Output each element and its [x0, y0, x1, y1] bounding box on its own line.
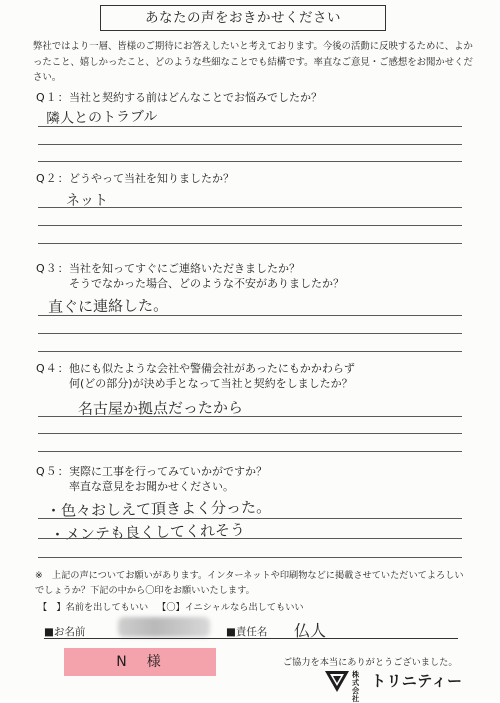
answer-line [38, 518, 462, 519]
question-text: 実際に工事を行ってみていかがですか？ [69, 465, 267, 478]
rep-underline [226, 638, 458, 639]
question-text: 他にも似たような会社や警備会社があったにもかかわらず [69, 362, 355, 375]
question-number: Q５： [36, 465, 70, 478]
option-initials[interactable]: 【〇】イニシャルなら出してもいい [157, 602, 304, 613]
thanks-text: ご協力を本当にありがとうございました。 [283, 657, 458, 668]
redacted-name [118, 617, 210, 637]
question-5 [36, 464, 267, 494]
answer-line [38, 416, 462, 417]
question-4 [36, 361, 355, 391]
question-3 [36, 261, 344, 291]
question-2 [36, 171, 234, 186]
customer-name-badge: N 様 [64, 648, 216, 676]
answer-line [38, 351, 462, 352]
question-text: 当社と契約する前はどんなことでお悩みでしたか？ [69, 91, 322, 104]
question-number: Q２： [36, 172, 70, 185]
trinity-logo-icon [324, 668, 350, 694]
answer-line [38, 315, 462, 316]
answer-line [38, 557, 462, 558]
question-text: 当社を知ってすぐにご連絡いただきましたか？ [69, 262, 300, 275]
name-underline [44, 638, 230, 639]
answer-line [38, 243, 462, 244]
name-label: ■お名前 [44, 626, 86, 638]
question-text-line-2: 何(どの部分)が決め手となって当社と契約をしましたか？ [69, 377, 353, 390]
answer-line [38, 433, 462, 434]
handwritten-answer-line-2: ・メンテも良くしてくれそう [49, 520, 246, 544]
handwritten-answer-line-1: ・色々おしえて頂きよく分った。 [45, 498, 272, 520]
answer-line [38, 161, 462, 162]
publication-options [38, 599, 310, 613]
company-type: 株式 会社 [352, 670, 360, 703]
handwritten-answer: 名古屋か拠点だったから [77, 398, 244, 418]
rep-signature: 仏人 [294, 621, 327, 640]
option-full-name[interactable]: 【 】名前を出してもいい [38, 602, 149, 613]
question-text: どうやって当社を知りましたか？ [69, 172, 234, 185]
company-name: トリニティー [371, 672, 463, 690]
answer-line [38, 207, 462, 208]
answer-line [38, 538, 462, 539]
answer-line [38, 333, 462, 334]
answer-line [38, 225, 462, 226]
question-text-line-2: 率直な意見をお聞かせください。 [69, 480, 234, 493]
question-number: Q４： [36, 362, 70, 375]
handwritten-answer: 隣人とのトラブル [45, 108, 158, 127]
answer-line [38, 451, 462, 452]
intro-text: 弊社ではより一層、皆様のご期待にお答えしたいと考えております。今後の活動に反映するために、よかったこと、嬉しかったこと、どのような些細なことでも結構です。率直なご意見・ご感想をお聞かせください。 [33, 41, 473, 83]
handwritten-answer: 直ぐに連絡した。 [47, 296, 169, 316]
question-number: Q１： [36, 91, 70, 104]
question-1 [36, 90, 322, 105]
question-number: Q３： [36, 262, 70, 275]
question-text-line-2: そうでなかった場合、どのような不安がありましたか？ [69, 277, 344, 290]
handwritten-answer: ネット [66, 193, 108, 209]
publication-request-note: ※ 上記の声についてお願いがあります。インターネットや印刷物などに掲載させていただいてよろしいでしょうか？下記の中から〇印をお願いいたします。 [35, 570, 464, 596]
rep-label: ■責任名 [226, 626, 268, 638]
form-title: あなたの声をおきかせください [100, 5, 386, 31]
answer-line [38, 126, 462, 127]
answer-line [38, 144, 462, 145]
